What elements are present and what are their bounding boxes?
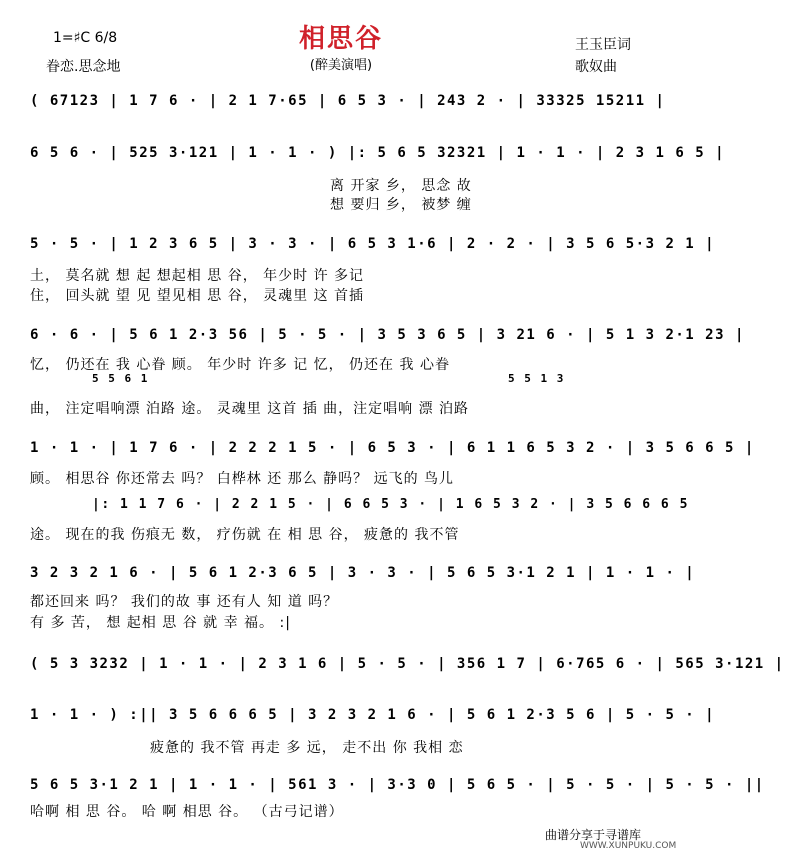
lyric-line-11: 疲惫的 我不管 再走 多 远， 走不出 你 我相 恋	[150, 740, 464, 756]
music-line-4: 6 · 6 · | 5 6 1 2·3 56 | 5 · 5 · | 3 5 3 6 5 | 3 21 6 · | 5 1 3 2·1 23 |	[30, 327, 745, 343]
lyric-line-6: 曲， 注定唱响漂 泊路 途。 灵魂里 这首 插 曲，注定唱响 漂 泊路	[30, 401, 470, 417]
music-line-7: 3 2 3 2 1 6 · | 5 6 1 2·3 6 5 | 3 · 3 · | 5 6 5 3·1 2 1 | 1 · 1 · |	[30, 565, 696, 581]
alt-notes-1: 5 5 6 1	[92, 372, 149, 385]
music-line-1: ( 67123 | 1 7 6 · | 2 1 7·65 | 6 5 3 · | 243 2 · | 33325 15211 |	[30, 93, 666, 109]
lyric-line-4: 住， 回头就 望 见 望见相 思 谷， 灵魂里 这 首插	[30, 288, 365, 304]
music-line-5: 1 · 1 · | 1 7 6 · | 2 2 2 1 5 · | 6 5 3 · | 6 1 1 6 5 3 2 · | 3 5 6 6 5 |	[30, 440, 755, 456]
performer-subtitle: (醉美演唱)	[309, 58, 373, 73]
alt-notes-2: 5 5 1 3	[508, 372, 565, 385]
lyric-line-10: 有 多 苦， 想 起相 思 谷 就 幸 福。 :|	[30, 615, 291, 631]
composer-credit: 歌奴曲	[575, 59, 617, 75]
music-line-8: ( 5 3 3232 | 1 · 1 · | 2 3 1 6 | 5 · 5 · | 356 1 7 | 6·765 6 · | 565 3·121 |	[30, 656, 785, 672]
lyricist-credit: 王玉臣词	[575, 37, 631, 53]
lyric-line-9: 都还回来 吗？ 我们的故 事 还有人 知 道 吗？	[30, 594, 339, 610]
music-line-9: 1 · 1 · ) :|| 3 5 6 6 6 5 | 3 2 3 2 1 6 · | 5 6 1 2·3 5 6 | 5 · 5 · |	[30, 707, 716, 723]
lyric-line-2: 想 要归 乡， 被梦 缠	[330, 197, 472, 213]
lyric-line-8: 途。 现在的我 伤痕无 数， 疗伤就 在 相 思 谷， 疲惫的 我不管	[30, 527, 460, 543]
music-line-3: 5 · 5 · | 1 2 3 6 5 | 3 · 3 · | 6 5 3 1·6 | 2 · 2 · | 3 5 6 5·3 2 1 |	[30, 236, 716, 252]
site-url: WWW.XUNPUKU.COM	[580, 841, 677, 851]
performance-style: 眷恋.思念地	[46, 59, 121, 75]
music-line-10: 5 6 5 3·1 2 1 | 1 · 1 · | 561 3 · | 3·3 0 | 5 6 5 · | 5 · 5 · | 5 · 5 · ||	[30, 777, 765, 793]
music-line-2: 6 5 6 · | 525 3·121 | 1 · 1 · ) |: 5 6 5 32321 | 1 · 1 · | 2 3 1 6 5 |	[30, 145, 726, 161]
lyric-line-7: 顾。 相思谷 你还常去 吗？ 白桦林 还 那么 静吗？ 远飞的 鸟儿	[30, 471, 455, 487]
music-line-6: |: 1 1 7 6 · | 2 2 1 5 · | 6 6 5 3 · | 1 6 5 3 2 · | 3 5 6 6 6 5	[92, 497, 689, 512]
lyric-line-12: 哈啊 相 思 谷。 哈 啊 相思 谷。 （古弓记谱）	[30, 804, 344, 820]
song-title: 相思谷	[298, 24, 383, 54]
lyric-line-1: 离 开家 乡， 思念 故	[330, 178, 472, 194]
key-signature: 1=♯C 6/8	[53, 30, 118, 46]
site-watermark: 曲谱分享于寻谱库	[545, 828, 642, 842]
lyric-line-3: 土， 莫名就 想 起 想起相 思 谷， 年少时 许 多记	[30, 268, 365, 284]
lyric-line-5: 忆， 仍还在 我 心眷 顾。 年少时 许多 记 忆， 仍还在 我 心眷	[30, 357, 450, 373]
